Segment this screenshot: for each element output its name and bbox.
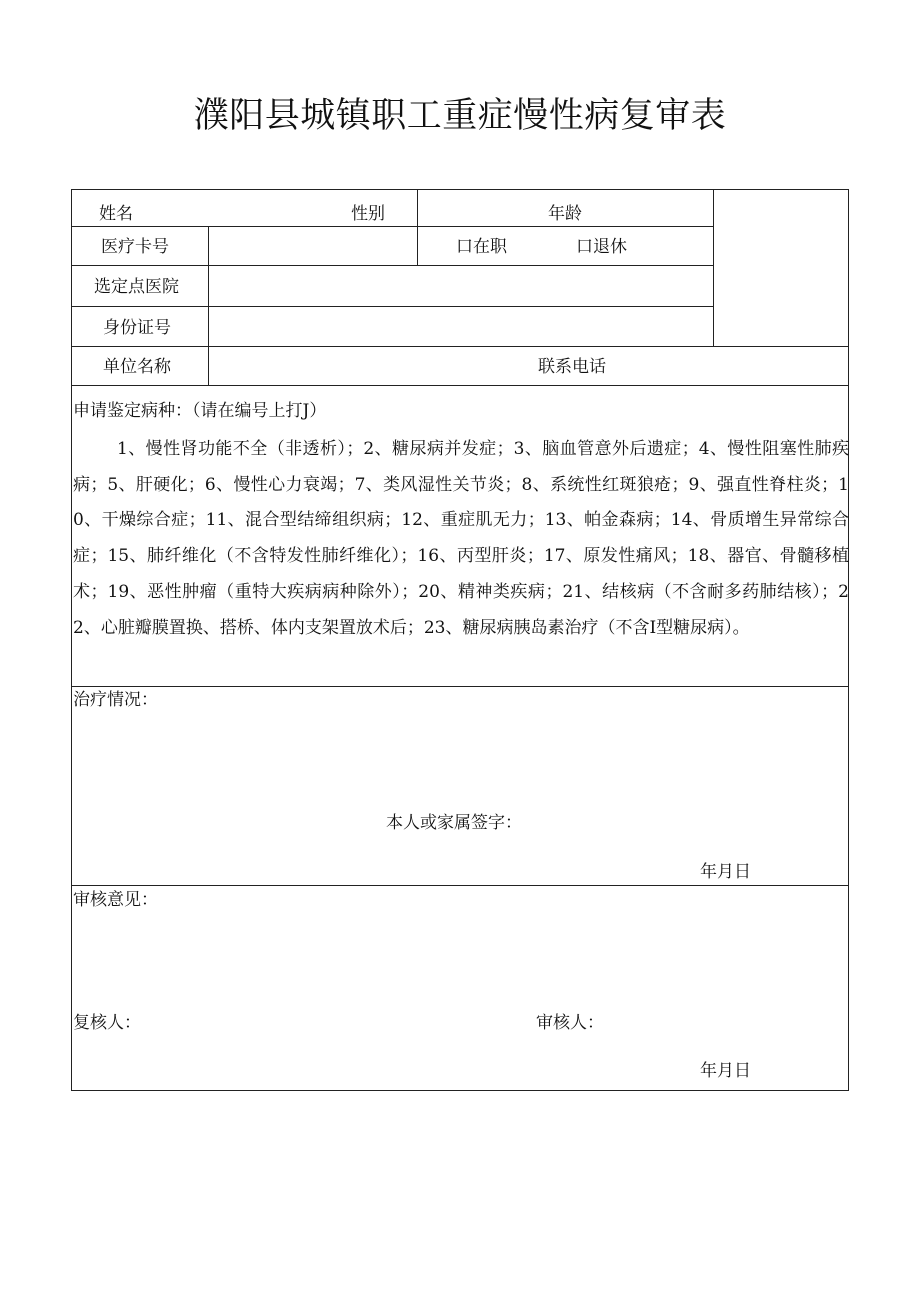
row-divider xyxy=(71,265,714,266)
treatment-date-label: 年月日 xyxy=(700,862,751,882)
unit-name-label: 单位名称 xyxy=(103,357,171,377)
reviewer-label: 审核人： xyxy=(536,1013,604,1033)
row-divider xyxy=(71,346,849,347)
rechecker-label: 复核人： xyxy=(73,1013,141,1033)
medical-card-label: 医疗卡号 xyxy=(101,237,169,257)
name-label: 姓名 xyxy=(99,204,133,224)
page-title: 濮阳县城镇职工重症慢性病复审表 xyxy=(193,96,727,136)
table-border-left xyxy=(71,189,72,1091)
gender-label: 性别 xyxy=(351,204,385,224)
table-border-bottom xyxy=(71,1090,849,1091)
review-opinion-label: 审核意见： xyxy=(73,890,158,910)
row-divider xyxy=(71,306,714,307)
retired-checkbox[interactable]: 口退休 xyxy=(576,237,627,257)
review-form-table xyxy=(71,189,849,1091)
disease-heading: 申请鉴定病种：（请在编号上打J） xyxy=(73,401,327,421)
phone-label: 联系电话 xyxy=(538,357,606,377)
disease-list: 1、慢性肾功能不全（非透析）；2、糖尿病并发症；3、脑血管意外后遗症；4、慢性阻塞性肺疾病；5、肝硬化；6、慢性心力衰竭；7、类风湿性关节炎；8、系统性红斑狼疮；9、强直性脊柱炎；10、干燥综合症；11、混合型结缔组织病；12、重症肌无力；13、帕金森病；14、骨质增生异常综合症；15、肺纤维化（不含特发性肺纤维化）；16、丙型肝炎；17、原发性痛风；18、器官、骨髓移植术；19、恶性肿瘤（重特大疾病病种除外）；20、精神类疾病；21、结核病（不含耐多药肺结核）；22、心脏瓣膜置换、搭桥、体内支架置放术后；23、糖尿病胰岛素治疗（不含I型糖尿病）。 xyxy=(73,439,849,638)
section-divider xyxy=(71,686,849,687)
id-number-label: 身份证号 xyxy=(103,318,171,338)
section-divider xyxy=(71,885,849,886)
designated-hospital-label: 选定点医院 xyxy=(94,277,179,297)
table-border-top xyxy=(71,189,849,190)
review-date-label: 年月日 xyxy=(700,1061,751,1081)
row-divider xyxy=(71,226,714,227)
age-label: 年龄 xyxy=(548,204,582,224)
treatment-label: 治疗情况： xyxy=(73,690,158,710)
signature-label: 本人或家属签字： xyxy=(386,813,522,833)
employed-checkbox[interactable]: 口在职 xyxy=(456,237,507,257)
column-divider xyxy=(417,189,418,266)
row-divider xyxy=(71,385,849,386)
column-divider xyxy=(208,226,209,386)
photo-box-divider xyxy=(713,189,714,347)
